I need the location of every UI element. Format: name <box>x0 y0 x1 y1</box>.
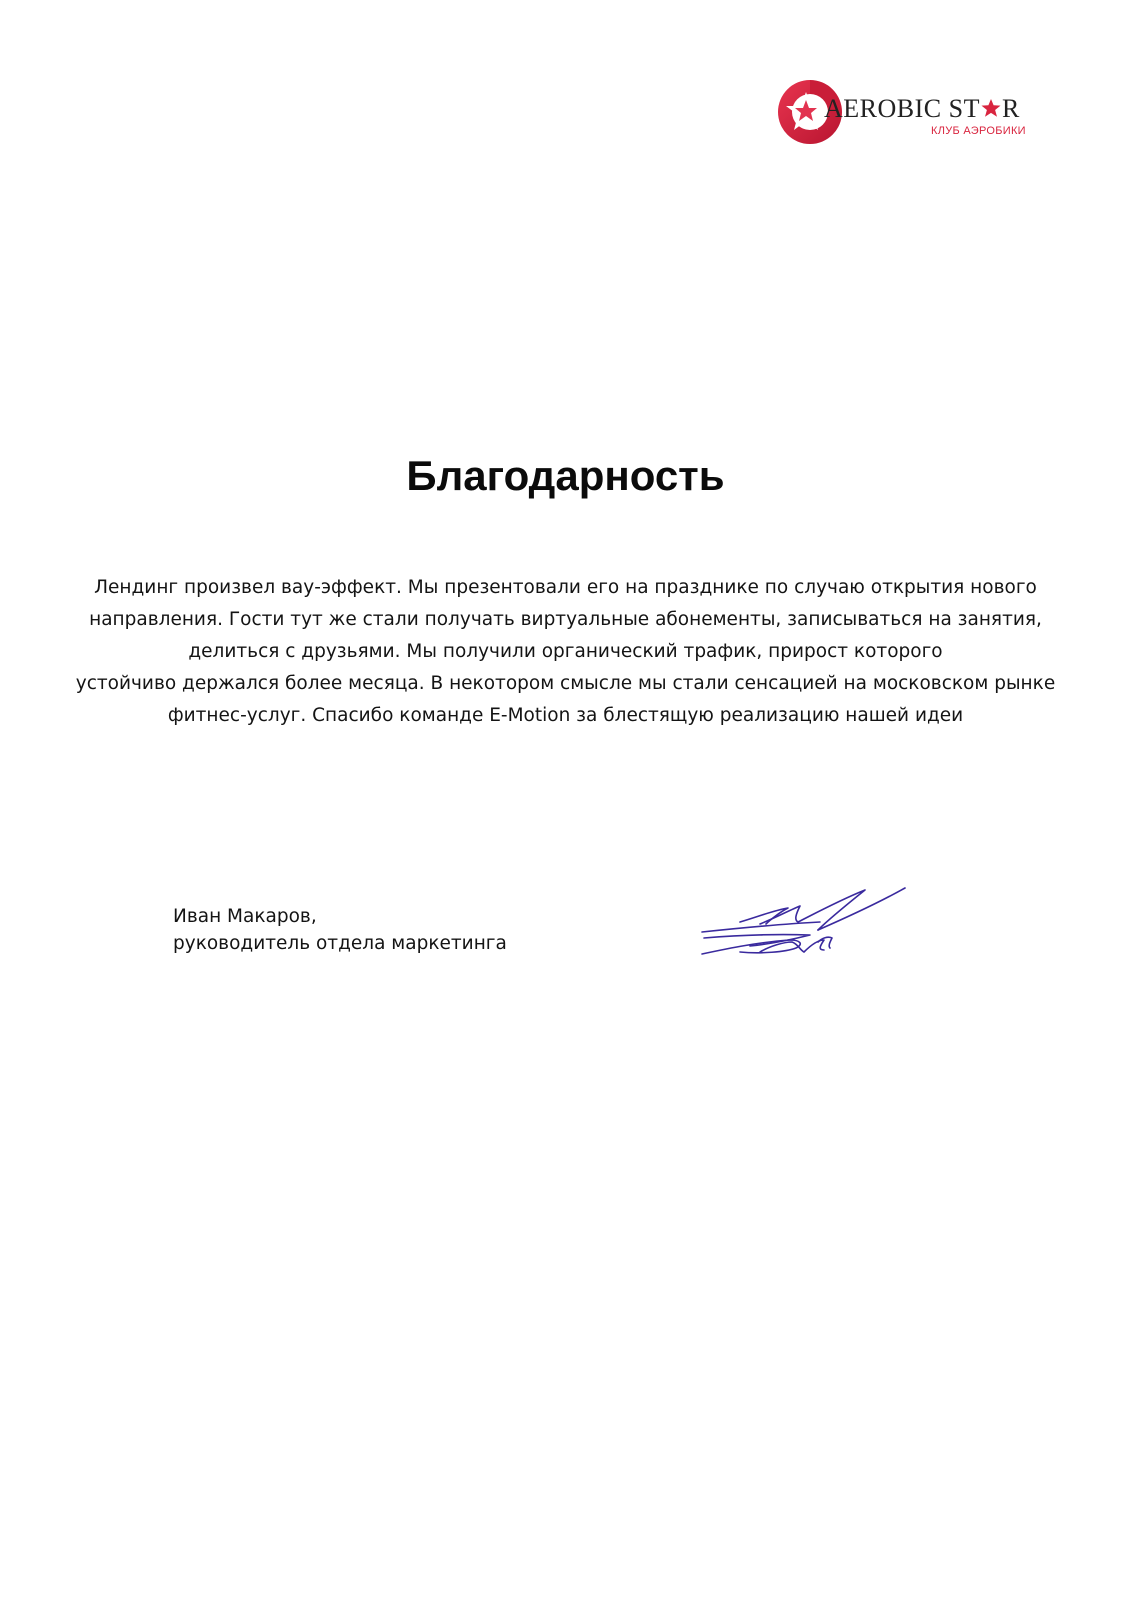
body-line: Лендинг произвел вау-эффект. Мы презентовали его на празднике по случаю открытия нового <box>94 577 1037 598</box>
signer-block <box>173 903 507 957</box>
signer-position: руководитель отдела маркетинга <box>173 933 507 954</box>
logo-wordmark-end: R <box>1001 94 1020 123</box>
logo-star-icon <box>981 98 1001 118</box>
body-line: устойчиво держался более месяца. В некотором смысле мы стали сенсацией на московском рынке <box>75 673 1056 694</box>
signer-name: Иван Макаров, <box>173 906 317 927</box>
company-logo <box>776 78 1036 148</box>
document-title: Благодарность <box>406 452 725 499</box>
body-line: направления. Гости тут же стали получать виртуальные абонементы, записываться на занятия, <box>89 609 1042 630</box>
logo-subtitle: КЛУБ АЭРОБИКИ <box>931 125 1026 137</box>
document-body <box>60 572 1071 732</box>
logo-wordmark <box>824 94 1020 124</box>
logo-wordmark-start: AEROBIC ST <box>824 94 980 123</box>
body-line: делиться с друзьями. Мы получили органический трафик, прирост которого <box>188 641 943 662</box>
handwritten-signature <box>700 880 915 965</box>
body-line: фитнес-услуг. Спасибо команде E-Motion за блестящую реализацию нашей идеи <box>167 705 964 726</box>
